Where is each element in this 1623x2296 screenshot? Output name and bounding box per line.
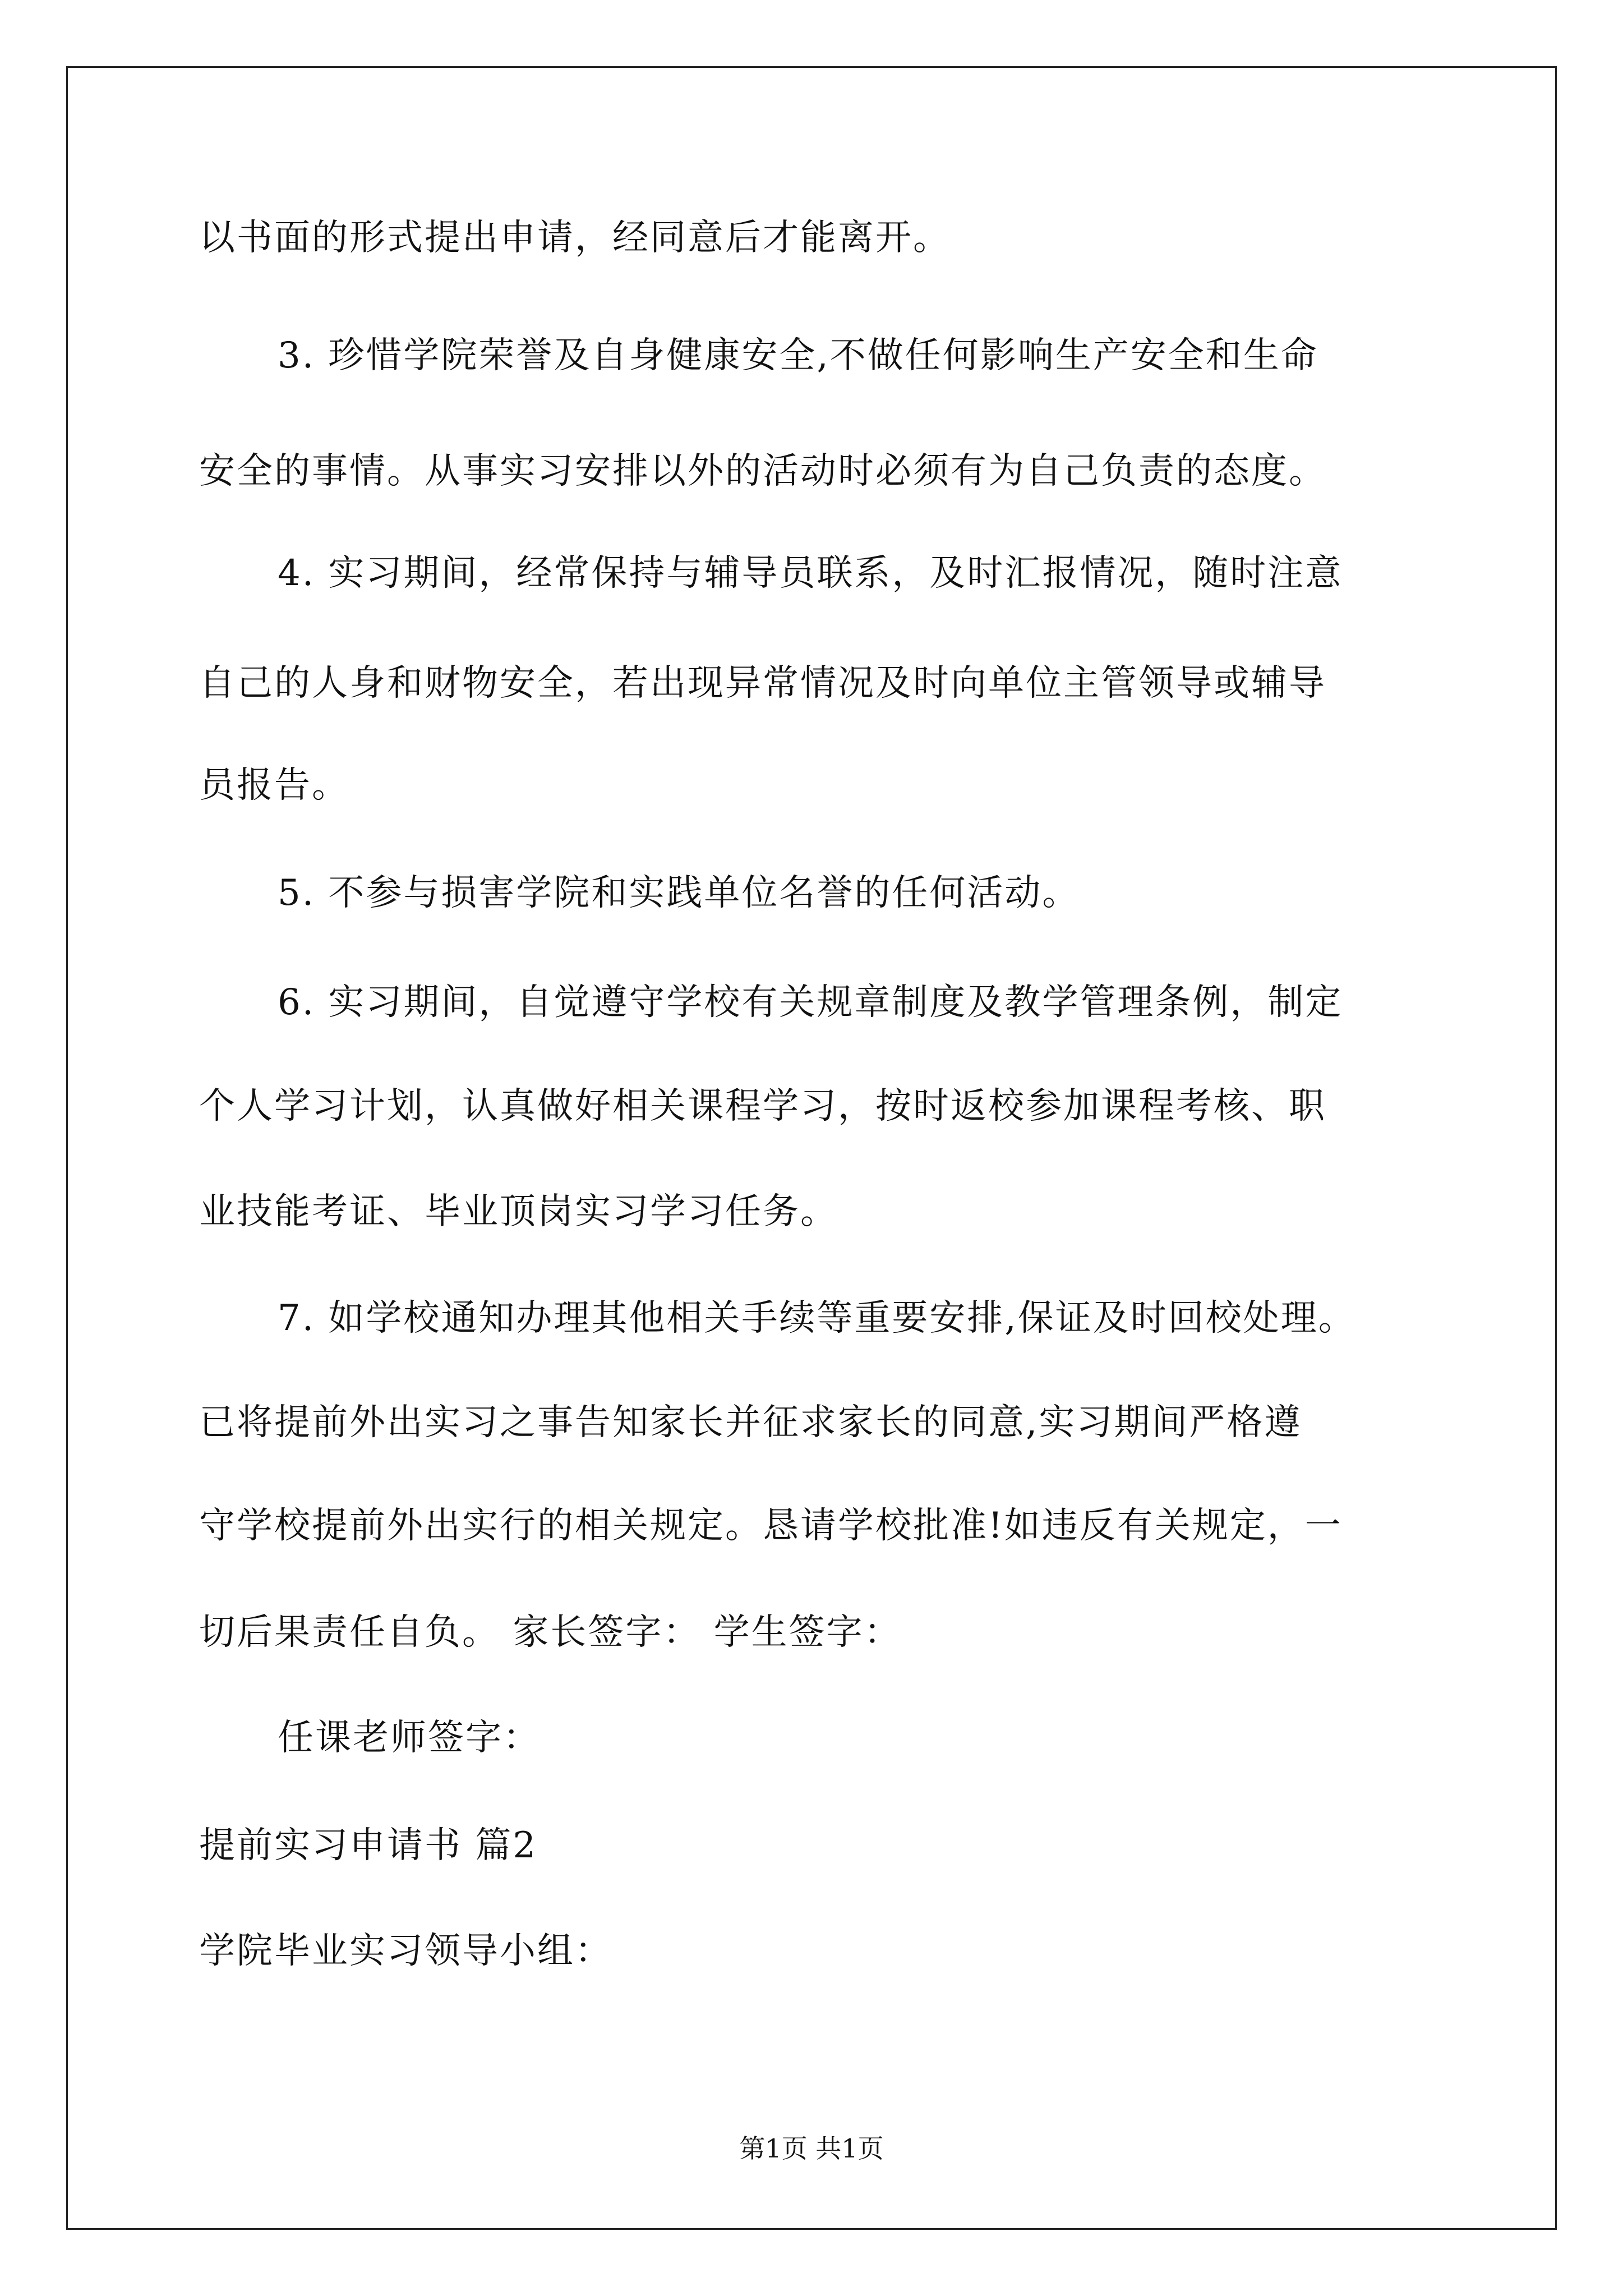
- text-line-teacher-signature: 任课老师签字：: [278, 1717, 541, 1759]
- text-line-item-3: 3. 珍惜学院荣誉及自身健康安全,不做任何影响生产安全和生命: [278, 335, 1318, 376]
- text-line-item-6: 6. 实习期间，自觉遵守学校有关规章制度及教学管理条例，制定: [278, 982, 1343, 1023]
- text-line-9: 个人学习计划，认真做好相关课程学习，按时返校参加课程考核、职: [199, 1085, 1326, 1127]
- text-line-5: 自己的人身和财物安全，若出现异常情况及时向单位主管领导或辅导: [199, 662, 1326, 704]
- text-line-signatures: 切后果责任自负。 家长签字： 学生签字：: [199, 1612, 902, 1653]
- text-line-12: 已将提前外出实习之事告知家长并征求家长的同意,实习期间严格遵: [199, 1402, 1302, 1443]
- text-line-13: 守学校提前外出实行的相关规定。恳请学校批准!如违反有关规定，一: [199, 1505, 1343, 1547]
- text-line-6: 员报告。: [199, 765, 349, 806]
- page-number-footer: 第1页 共1页: [739, 2133, 884, 2164]
- salutation-line: 学院毕业实习领导小组：: [199, 1930, 612, 1972]
- text-line-item-7: 7. 如学校通知办理其他相关手续等重要安排,保证及时回校处理。: [278, 1297, 1356, 1339]
- text-line-1: 以书面的形式提出申请，经同意后才能离开。: [199, 217, 951, 259]
- text-line-item-4: 4. 实习期间，经常保持与辅导员联系，及时汇报情况，随时注意: [278, 553, 1343, 594]
- page-border: [66, 66, 1557, 2230]
- text-line-item-5: 5. 不参与损害学院和实践单位名誉的任何活动。: [278, 872, 1080, 914]
- text-line-10: 业技能考证、毕业顶岗实习学习任务。: [199, 1191, 838, 1232]
- text-line-3: 安全的事情。从事实习安排以外的活动时必须有为自己负责的态度。: [199, 450, 1326, 492]
- section-heading: 提前实习申请书 篇2: [199, 1825, 538, 1866]
